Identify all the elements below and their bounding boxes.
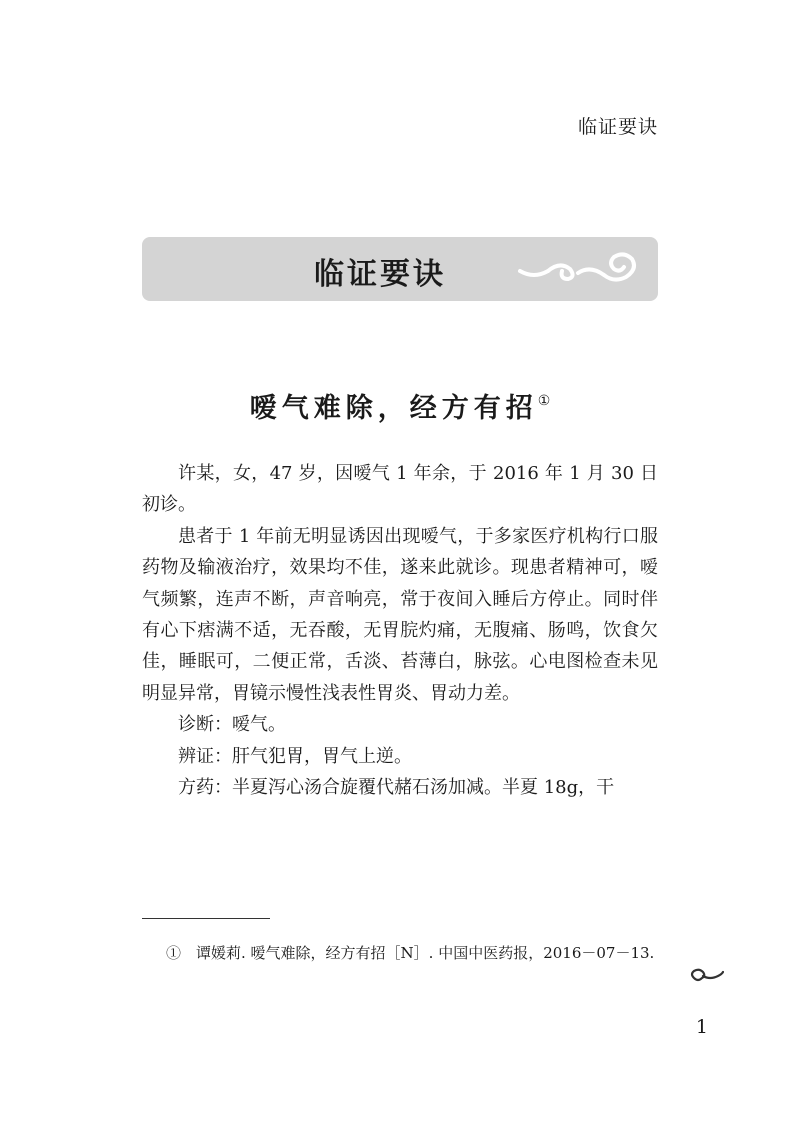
page-number: 1 [695, 1016, 708, 1038]
chapter-banner [142, 237, 658, 301]
paragraph: 诊断：嗳气。 [178, 714, 286, 736]
paragraph: 方药：半夏泻心汤合旋覆代赭石汤加减。半夏 18g，干 [178, 777, 615, 799]
article-title [0, 386, 800, 425]
running-header: 临证要诀 [577, 116, 658, 138]
paragraph: 辨证：肝气犯胃，胃气上逆。 [178, 745, 412, 767]
paragraph: 许某，女，47 岁，因嗳气 1 年余，于 2016 年 1 月 30 日初诊。 [142, 463, 658, 516]
paragraph: 患者于 1 年前无明显诱因出现嗳气，于多家医疗机构行口服药物及输液治疗，效果均不佳，遂来此就诊。现患者精神可，嗳气频繁，连声不断，声音响亮，常于夜间入睡后方停止。同时伴有心下痞满不适，无吞酸，无胃脘灼痛，无腹痛、肠鸣，饮食欠佳，睡眠可，二便正常，舌淡、苔薄白，脉弦。心电图检查未见明显异常，胃镜示慢性浅表性胃炎、胃动力差。 [142, 525, 658, 704]
swirl-ornament-icon [688, 966, 724, 986]
footnote-marker: ① [537, 393, 551, 409]
article-title-text: 嗳气难除，经方有招 [249, 393, 538, 424]
body-text [142, 458, 658, 803]
footnote: ① 谭媛莉. 嗳气难除，经方有招［N］. 中国中医药报，2016－07－13. [166, 944, 655, 962]
chapter-title: 临证要诀 [314, 257, 446, 292]
footnote-divider [142, 918, 270, 919]
cloud-scroll-icon [514, 249, 644, 289]
